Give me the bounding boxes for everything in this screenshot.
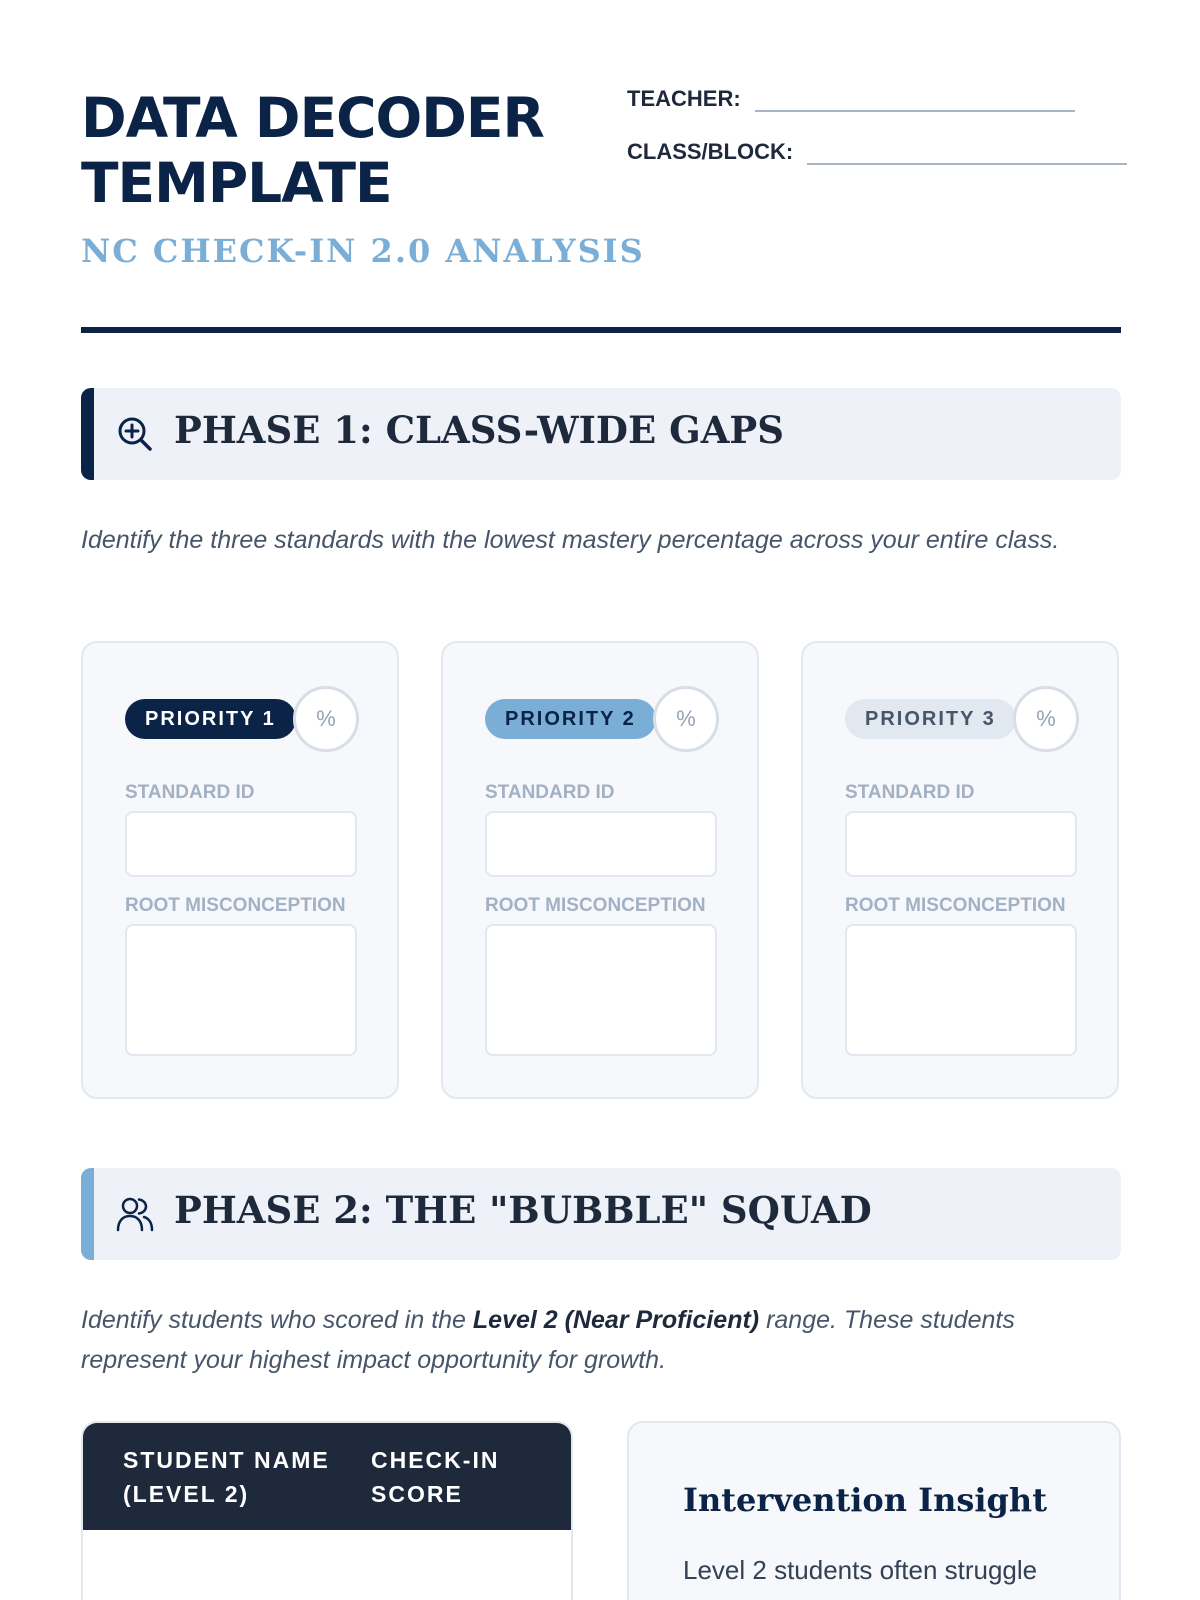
standard-id-input[interactable] — [485, 811, 717, 877]
priority-card-1 — [81, 641, 399, 1099]
percent-input[interactable]: % — [653, 686, 719, 752]
title-line-2: TEMPLATE — [81, 151, 392, 215]
root-misconception-input[interactable] — [125, 924, 357, 1056]
instructions-emphasis: Level 2 (Near Proficient) — [472, 1306, 760, 1334]
column-header-line: SCORE — [371, 1481, 463, 1507]
standard-id-input[interactable] — [125, 811, 357, 877]
root-misconception-label: ROOT MISCONCEPTION — [845, 895, 1066, 916]
root-misconception-input[interactable] — [845, 924, 1077, 1056]
priority-cards — [81, 641, 1121, 1099]
table-header — [83, 1423, 571, 1530]
page-title — [81, 86, 601, 216]
standard-id-label: STANDARD ID — [125, 782, 255, 803]
magnifier-plus-icon — [115, 414, 155, 454]
phase2-banner — [81, 1168, 1121, 1260]
teacher-input-line[interactable] — [755, 88, 1075, 112]
intervention-insight-card — [627, 1421, 1121, 1600]
title-line-1: DATA DECODER — [81, 86, 544, 150]
insight-title: Intervention Insight — [683, 1481, 1047, 1519]
phase1-title: PHASE 1: CLASS-WIDE GAPS — [174, 408, 784, 452]
root-misconception-label: ROOT MISCONCEPTION — [125, 895, 346, 916]
phase2-accent-bar — [81, 1168, 94, 1260]
phase1-instructions: Identify the three standards with the lowest mastery percentage across your entire class. — [81, 526, 1060, 554]
column-header-line: (LEVEL 2) — [123, 1481, 250, 1507]
priority-badge: PRIORITY 2 — [485, 699, 656, 739]
root-misconception-label: ROOT MISCONCEPTION — [485, 895, 706, 916]
priority-card-3 — [801, 641, 1119, 1099]
phase2-title: PHASE 2: THE "BUBBLE" SQUAD — [174, 1188, 872, 1232]
priority-badge: PRIORITY 3 — [845, 699, 1016, 739]
instructions-text-end: range. These students represent your highest impact opportunity for growth. — [81, 1306, 1015, 1374]
users-icon — [115, 1194, 155, 1234]
phase1-accent-bar — [81, 388, 94, 480]
percent-input[interactable]: % — [1013, 686, 1079, 752]
column-header-score — [371, 1443, 551, 1530]
column-header-student-name — [123, 1443, 371, 1530]
standard-id-label: STANDARD ID — [485, 782, 615, 803]
root-misconception-input[interactable] — [485, 924, 717, 1056]
standard-id-input[interactable] — [845, 811, 1077, 877]
phase1-banner — [81, 388, 1121, 480]
class-block-field — [627, 139, 1127, 165]
percent-input[interactable]: % — [293, 686, 359, 752]
page-subtitle: NC CHECK-IN 2.0 ANALYSIS — [81, 232, 645, 270]
priority-badge: PRIORITY 1 — [125, 699, 296, 739]
column-header-line: CHECK-IN — [371, 1447, 500, 1473]
bubble-students-table — [81, 1421, 573, 1600]
phase2-instructions — [81, 1300, 1081, 1380]
instructions-text-start: Identify students who scored in the — [81, 1306, 473, 1334]
standard-id-label: STANDARD ID — [845, 782, 975, 803]
class-block-input-line[interactable] — [807, 141, 1127, 165]
class-block-label: CLASS/BLOCK: — [627, 139, 794, 164]
insight-body: Level 2 students often struggle — [683, 1555, 1038, 1585]
teacher-field — [627, 86, 1075, 112]
priority-card-2 — [441, 641, 759, 1099]
worksheet-page — [81, 0, 1121, 1600]
header-divider — [81, 327, 1121, 333]
column-header-line: STUDENT NAME — [123, 1447, 330, 1473]
teacher-label: TEACHER: — [627, 86, 741, 111]
